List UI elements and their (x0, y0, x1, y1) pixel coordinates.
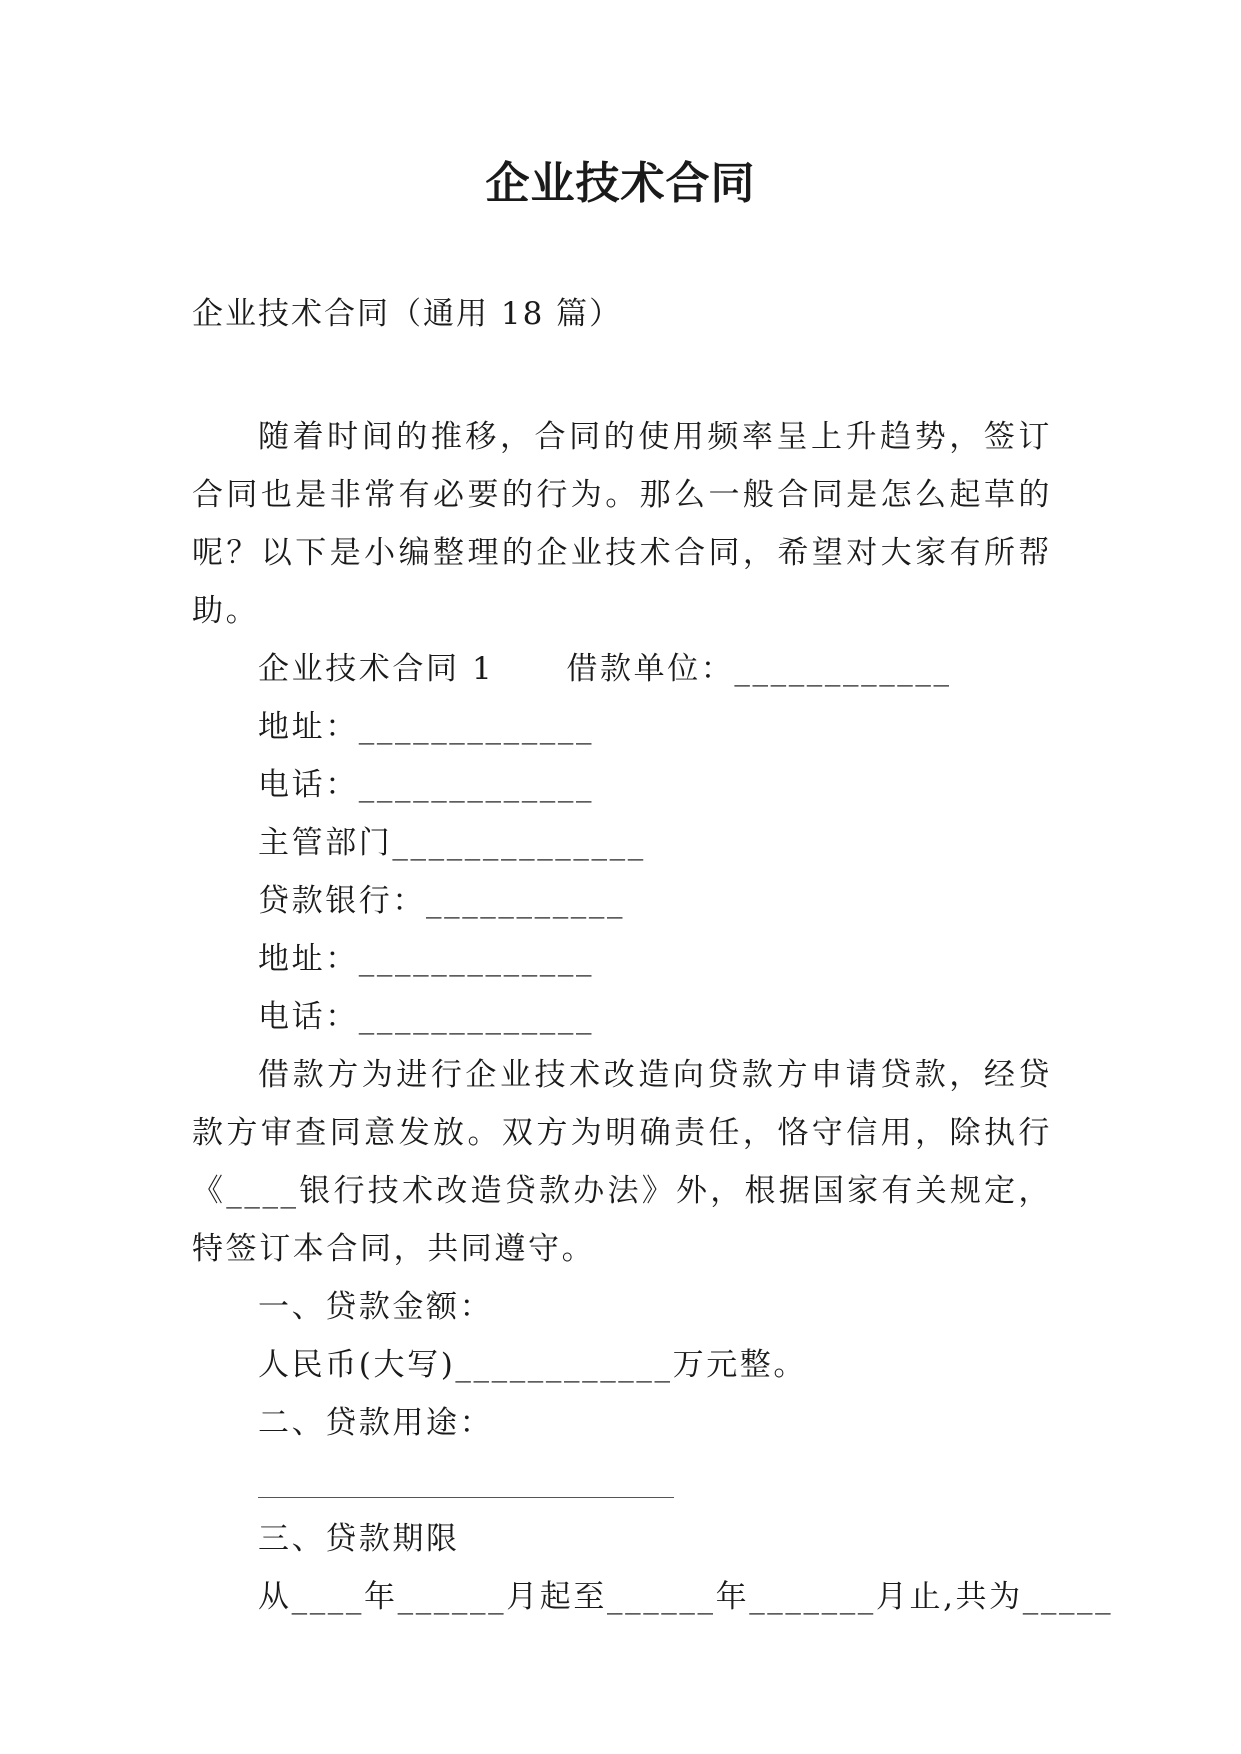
borrower-unit-field: 借款单位：____________ (566, 651, 952, 687)
section-heading: 企业技术合同 1 (258, 651, 495, 687)
document-body (192, 408, 1114, 1626)
intro-paragraph: 随着时间的推移，合同的使用频率呈上升趋势，签订合同也是非常有必要的行为。那么一般合同是怎么起草的呢？以下是小编整理的企业技术合同，希望对大家有所帮助。 (192, 419, 1052, 629)
loan-amount-detail: 人民币(大写)____________万元整。 (258, 1347, 807, 1383)
section-heading-line (192, 640, 1052, 698)
document-subtitle: 企业技术合同（通用 18 篇） (192, 296, 623, 332)
borrower-address-field: 地址：_____________ (258, 709, 595, 745)
borrower-phone-field: 电话：_____________ (258, 767, 595, 803)
document-title: 企业技术合同 (485, 158, 756, 209)
lender-bank-field: 贷款银行：___________ (258, 883, 626, 919)
lender-address-field: 地址：_____________ (258, 941, 595, 977)
loan-purpose-blank-line (192, 1452, 1052, 1510)
lender-phone-field: 电话：_____________ (258, 999, 595, 1035)
loan-term-detail: 从____年______月起至______年_______月止,共为_____ (258, 1579, 1114, 1615)
clause-loan-purpose: 二、贷款用途： (258, 1405, 494, 1441)
department-field: 主管部门______________ (258, 825, 646, 861)
clause-loan-amount: 一、贷款金额： (258, 1289, 494, 1325)
clause-loan-term: 三、贷款期限 (258, 1521, 460, 1557)
preamble-paragraph: 借款方为进行企业技术改造向贷款方申请贷款，经贷款方审查同意发放。双方为明确责任，恪守信用，除执行《____银行技术改造贷款办法》外，根据国家有关规定，特签订本合同，共同遵守。 (192, 1057, 1052, 1267)
